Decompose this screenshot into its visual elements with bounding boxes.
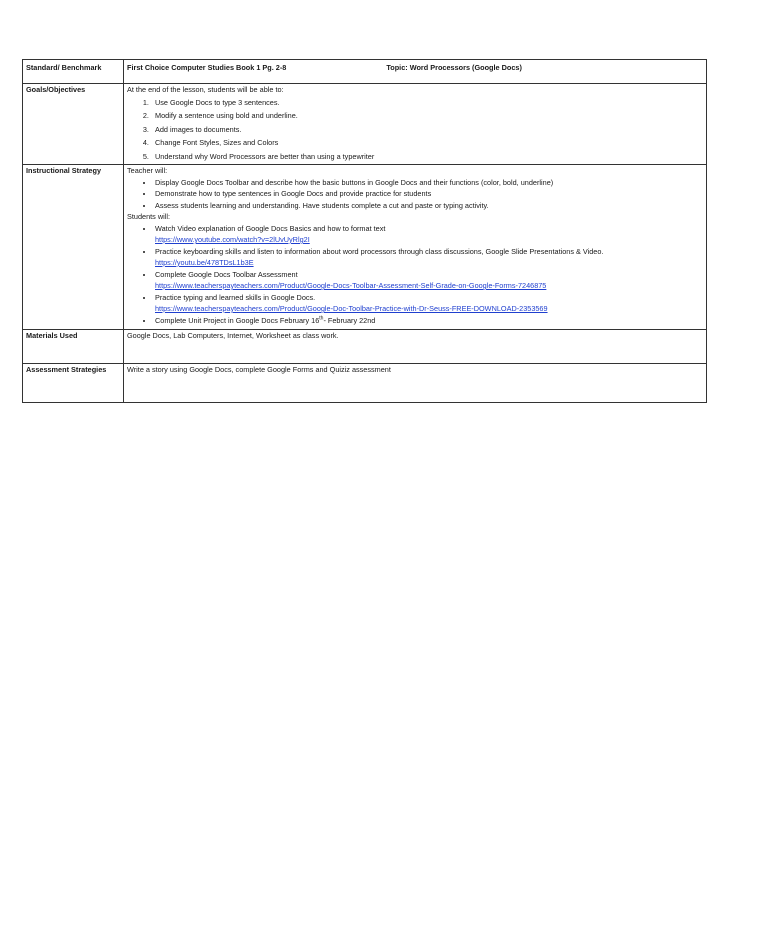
teacher-item: • Assess students learning and understanding. Have students complete a cut and paste or typing activity. bbox=[154, 200, 703, 212]
strategy-content bbox=[124, 165, 707, 330]
goals-content bbox=[124, 84, 707, 165]
youtu-be-link[interactable]: https://youtu.be/478TDsL1b3E bbox=[155, 258, 254, 267]
goals-intro: At the end of the lesson, students will be able to: bbox=[127, 85, 284, 94]
student-item bbox=[154, 269, 703, 292]
goal-item: 2. Modify a sentence using bold and underline. bbox=[151, 109, 703, 123]
strategy-label: Instructional Strategy bbox=[23, 165, 124, 330]
teacher-item: • Display Google Docs Toolbar and describe how the basic buttons in Google Docs and their functions (color, bold, underline) bbox=[154, 177, 703, 189]
standard-row bbox=[23, 60, 707, 84]
strategy-row bbox=[23, 165, 707, 330]
goals-label: Goals/Objectives bbox=[23, 84, 124, 165]
unit-project-end: - February 22nd bbox=[323, 315, 376, 325]
toolbar-practice-link[interactable]: https://www.teacherspayteachers.com/Product/Google-Doc-Toolbar-Practice-with-Dr-Seuss-FREE-DOWNLOAD-2353569 bbox=[155, 304, 548, 313]
goals-list bbox=[127, 96, 703, 164]
materials-value: Google Docs, Lab Computers, Internet, Worksheet as class work. bbox=[124, 330, 707, 364]
teacher-list bbox=[127, 177, 703, 212]
student-list bbox=[127, 223, 703, 327]
student-item-text: Practice typing and learned skills in Google Docs. bbox=[155, 292, 316, 302]
youtube-video-link[interactable]: https://www.youtube.com/watch?v=2lUvUyRlg2I bbox=[155, 235, 310, 244]
ordinal-suffix: th bbox=[319, 315, 324, 322]
student-item-text: Practice keyboarding skills and listen to information about word processors through class discussions, Google Slide Presentations & Video. bbox=[155, 246, 604, 256]
goal-item: 4. Change Font Styles, Sizes and Colors bbox=[151, 136, 703, 150]
materials-row bbox=[23, 330, 707, 364]
topic-title: Topic: Word Processors (Google Docs) bbox=[386, 63, 522, 72]
students-heading: Students will: bbox=[127, 212, 170, 221]
teacher-heading: Teacher will: bbox=[127, 166, 168, 175]
assessment-row bbox=[23, 364, 707, 403]
lesson-plan-table bbox=[22, 59, 707, 403]
book-reference: First Choice Computer Studies Book 1 Pg. 2-8 bbox=[127, 63, 287, 72]
student-item-text: Watch Video explanation of Google Docs Basics and how to format text bbox=[155, 223, 386, 233]
standard-label: Standard/ Benchmark bbox=[23, 60, 124, 84]
materials-label: Materials Used bbox=[23, 330, 124, 364]
student-item bbox=[154, 246, 703, 269]
goal-item: 3. Add images to documents. bbox=[151, 123, 703, 137]
assessment-label: Assessment Strategies bbox=[23, 364, 124, 403]
student-item bbox=[154, 223, 703, 246]
student-item bbox=[154, 315, 703, 327]
student-item-text: Complete Google Docs Toolbar Assessment bbox=[155, 269, 298, 279]
standard-content bbox=[124, 60, 707, 84]
teacher-item: • Demonstrate how to type sentences in Google Docs and provide practice for students bbox=[154, 188, 703, 200]
student-item bbox=[154, 292, 703, 315]
goal-item: 5. Understand why Word Processors are better than using a typewriter bbox=[151, 150, 703, 164]
goal-item: 1. Use Google Docs to type 3 sentences. bbox=[151, 96, 703, 110]
unit-project-text: Complete Unit Project in Google Docs February 16 bbox=[155, 315, 320, 325]
assessment-value: Write a story using Google Docs, complete Google Forms and Quiziz assessment bbox=[124, 364, 707, 403]
goals-row bbox=[23, 84, 707, 165]
toolbar-assessment-link[interactable]: https://www.teacherspayteachers.com/Product/Google-Docs-Toolbar-Assessment-Self-Grade-on-Google-Forms-7246875 bbox=[155, 281, 547, 290]
